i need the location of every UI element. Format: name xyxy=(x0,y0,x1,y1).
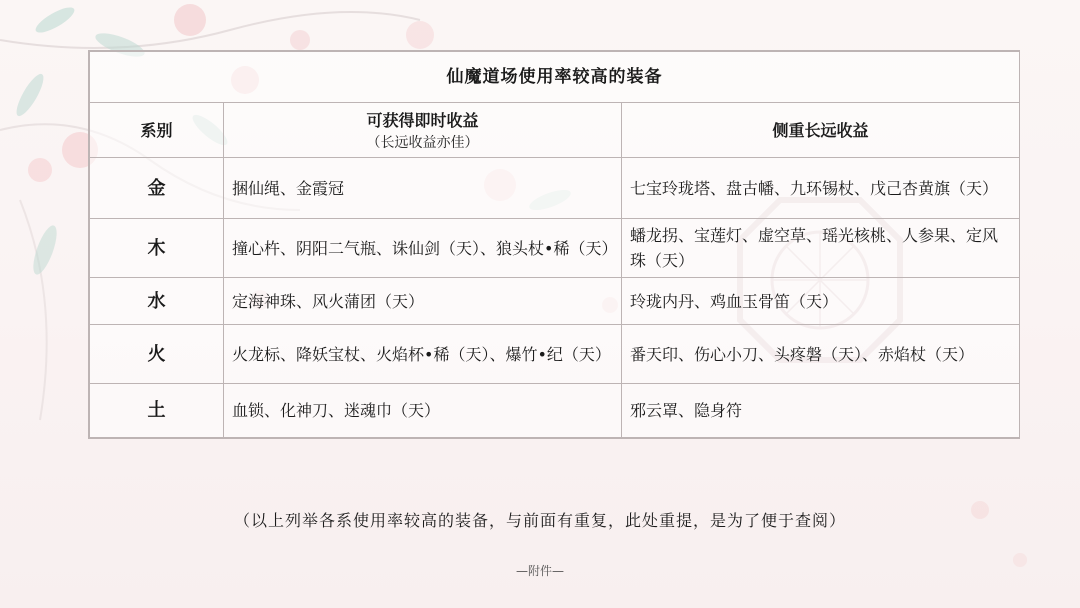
element-cell: 土 xyxy=(90,384,224,438)
table-row xyxy=(90,384,1020,438)
element-cell: 水 xyxy=(90,278,224,325)
equipment-table xyxy=(89,51,1020,438)
header-element: 系别 xyxy=(90,103,224,158)
immediate-cell: 血锁、化神刀、迷魂巾（天） xyxy=(224,384,622,438)
immediate-cell: 撞心杵、阴阳二气瓶、诛仙剑（天）、狼头杖•稀（天） xyxy=(224,219,622,278)
longterm-cell: 番天印、伤心小刀、头疼磐（天）、赤焰杖（天） xyxy=(622,325,1020,384)
table-row xyxy=(90,158,1020,219)
footer-label: —附件— xyxy=(515,564,564,578)
header-immediate xyxy=(224,103,622,158)
header-immediate-sublabel: （长远收益亦佳） xyxy=(366,134,479,151)
table-row xyxy=(90,278,1020,325)
element-cell: 火 xyxy=(90,325,224,384)
longterm-cell: 玲珑内丹、鸡血玉骨笛（天） xyxy=(622,278,1020,325)
element-cell: 金 xyxy=(90,158,224,219)
table-row xyxy=(90,219,1020,278)
immediate-cell: 捆仙绳、金霞冠 xyxy=(224,158,622,219)
table-row xyxy=(90,325,1020,384)
footnote: （以上列举各系使用率较高的装备，与前面有重复，此处重提，是为了便于查阅） xyxy=(233,511,846,530)
header-immediate-label: 可获得即时收益 xyxy=(366,110,479,130)
longterm-cell: 七宝玲珑塔、盘古幡、九环锡杖、戊己杏黄旗（天） xyxy=(622,158,1020,219)
equipment-table-container xyxy=(88,50,1020,439)
table-title: 仙魔道场使用率较高的装备 xyxy=(90,52,1020,103)
longterm-cell: 邪云罩、隐身符 xyxy=(622,384,1020,438)
header-longterm: 侧重长远收益 xyxy=(622,103,1020,158)
element-cell: 木 xyxy=(90,219,224,278)
longterm-cell: 蟠龙拐、宝莲灯、虚空草、瑶光核桃、人参果、定风珠（天） xyxy=(622,219,1020,278)
immediate-cell: 火龙标、降妖宝杖、火焰杯•稀（天）、爆竹•纪（天） xyxy=(224,325,622,384)
immediate-cell: 定海神珠、风火蒲团（天） xyxy=(224,278,622,325)
